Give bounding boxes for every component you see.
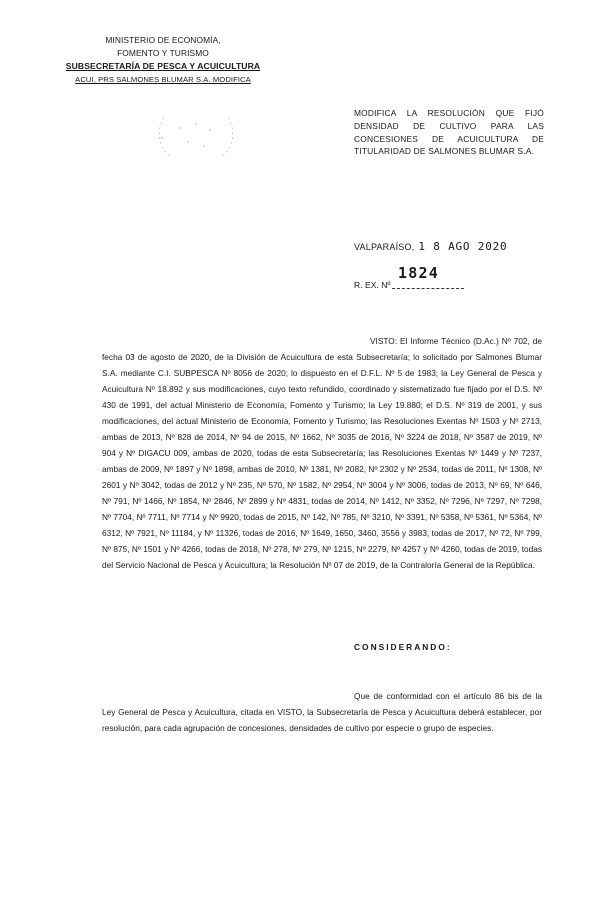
file-reference: ACUI, PRS SALMONES BLUMAR S.A. MODIFICA — [75, 75, 251, 84]
date-stamp: 1 8 AGO 2020 — [418, 240, 508, 253]
resolution-subject: MODIFICA LA RESOLUCIÓN QUE FIJÓ DENSIDAD DE CULTIVO PARA LAS CONCESIONES DE ACUICULTURA DE TITULARIDAD DE SALMONES BLUMAR S.A. — [354, 108, 544, 157]
resolution-number-block — [354, 264, 484, 294]
rex-underline — [392, 288, 464, 289]
visto-paragraph: VISTO: El Informe Técnico (D.Ac.) Nº 702, de fecha 03 de agosto de 2020, de la División de Acuicultura de esta Subsecretaría; lo solicitado por Salmones Blumar S.A. mediante C.I. SUBPESCA Nº 8056 de 2020; lo dispuesto en el D.F.L. Nº 5 de 1983; la Ley General de Pesca y Acuicultura Nº 18.892 y sus modificaciones, cuyo texto refundido, coordinado y sistematizado fue fijado por el D.S. Nº 430 de 1991, del actual Ministerio de Economía, Fomento y Turismo; la Ley 19.880; el D.S. Nº 319 de 2001, y sus modificaciones, del actual Ministerio de Economía, Fomento y Turismo; las Resoluciones Exentas Nº 1503 y Nº 2713, ambas de 2013, Nº 828 de 2014, Nº 94 de 2015, Nº 1662, Nº 3035 de 2016, Nº 3224 de 2018, Nº 3587 de 2019, Nº 904 y Nº DIGACU 009, ambas de 2020, todas de esta Subsecretaría; las Resoluciones Exentas Nº 1449 y Nº 7237, ambas de 2009, Nº 1897 y Nº 1898, ambas de 2010, Nº 1381, Nº 2082, Nº 2302 y Nº 2534, todas de 2011, Nº 1308, Nº 2601 y Nº 3042, todas de 2012 y Nº 235, Nº 570, Nº 1582, Nº 2954, Nº 3004 y Nº 3006, todas de 2013, Nº 69, Nº 646, Nº 791, Nº 1466, Nº 1854, Nº 2846, Nº 2899 y Nº 4831, todas de 2014, Nº 1412, Nº 3352, Nº 7296, Nº 7297, Nº 7298, Nº 7704, Nº 7711, Nº 7714 y Nº 9920, todas de 2015, Nº 142, Nº 785, Nº 3210, Nº 3391, Nº 5358, Nº 5361, Nº 5364, Nº 6312, Nº 7921, Nº 11184, y Nº 11326, todas de 2016, Nº 1649, 1650, 3460, 3556 y 3983, todas de 2017, Nº 72, Nº 799, Nº 875, Nº 1501 y Nº 4266, todas de 2018, Nº 278, Nº 279, Nº 1215, Nº 2279, Nº 4257 y Nº 4260, todas de 2019, todas del Servicio Nacional de Pesca y Acuicultura; la Resolución Nº 07 de 2019, de la Contraloría General de la República. — [102, 336, 542, 570]
faint-seal-stamp — [150, 108, 242, 164]
ministry-name: MINISTERIO DE ECONOMÍA, — [105, 35, 221, 45]
place-label: VALPARAÍSO, — [354, 242, 415, 252]
rex-label: R. EX. Nº — [354, 280, 391, 290]
place-and-date — [354, 240, 507, 253]
considerando-heading: CONSIDERANDO: — [354, 642, 452, 652]
considerando-paragraph: Que de conformidad con el artículo 86 bis de la Ley General de Pesca y Acuicultura, citada en VISTO, la Subsecretaría de Pesca y Acuicultura deberá establecer, por resolución, para cada agrupación de concesiones, densidades de cultivo por especie o grupo de especies. — [102, 691, 542, 733]
rex-number: 1824 — [398, 264, 439, 282]
ministry-header — [58, 34, 268, 86]
subsecretaria-name: SUBSECRETARÍA DE PESCA Y ACUICULTURA — [65, 61, 261, 71]
ministry-subname: FOMENTO Y TURISMO — [117, 48, 209, 58]
